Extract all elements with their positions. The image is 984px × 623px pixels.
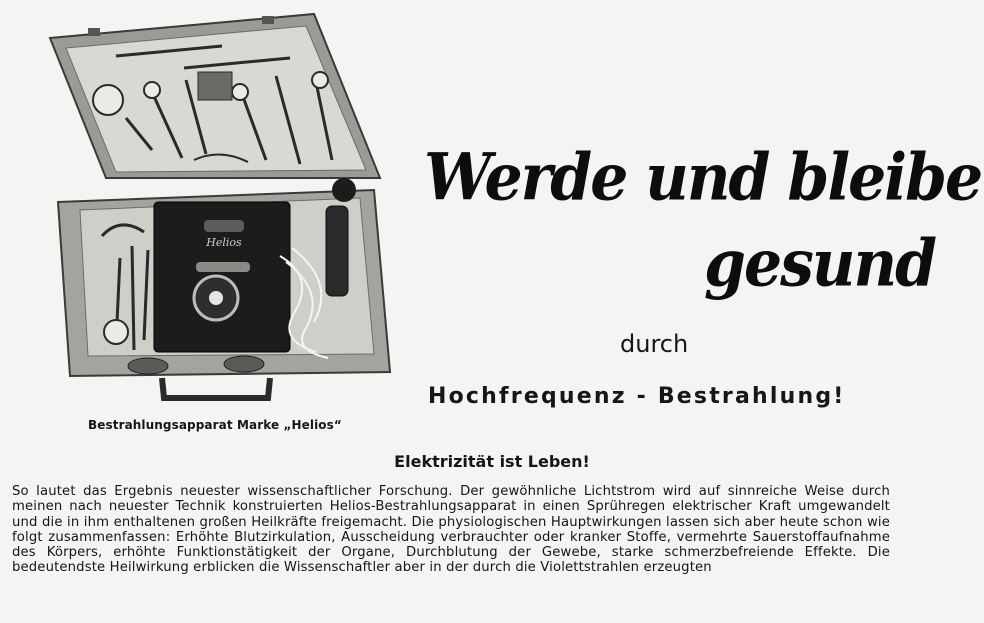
photo-caption: Bestrahlungsapparat Marke „Helios“ bbox=[88, 418, 342, 432]
subheadline: Hochfrequenz - Bestrahlung! bbox=[428, 384, 846, 409]
connector-text: durch bbox=[620, 330, 689, 358]
body-paragraph: So lautet das Ergebnis neuester wissenschaftlicher Forschung. Der gewöhnliche Lichtstrom wird auf sinnreiche Weise durch meinen nach neuester Technik konstruierten Helios-Bestrahlungsapparat in einen Sprühregen elektrischer Kraft umgewandelt und die in ihm enthaltenen großen Heilkräfte freigemacht. Die physiologischen Hauptwirkungen lassen sich aber heute schon wie folgt zusammenfassen: Erhöhte Blutzirkulation, Ausscheidung verbrauchter oder kranker Stoffe, vermehrte Sauerstoffaufnahme des Körpers, erhöhte Funktionstätigkeit der Organe, Durchblutung der Gewebe, starke schmerzbefreiende Effekte. Die bedeutendste Heilwirkung erblicken die Wissenschaftler aber in der durch die Violettstrahlen erzeugten bbox=[12, 484, 890, 576]
headline-line-2: gesund bbox=[704, 226, 936, 302]
device-case-photo bbox=[44, 10, 396, 408]
headline-line-1: Werde und bleibe bbox=[424, 140, 982, 216]
section-title: Elektrizität ist Leben! bbox=[394, 452, 590, 471]
device-brand-label: Helios bbox=[206, 236, 242, 249]
